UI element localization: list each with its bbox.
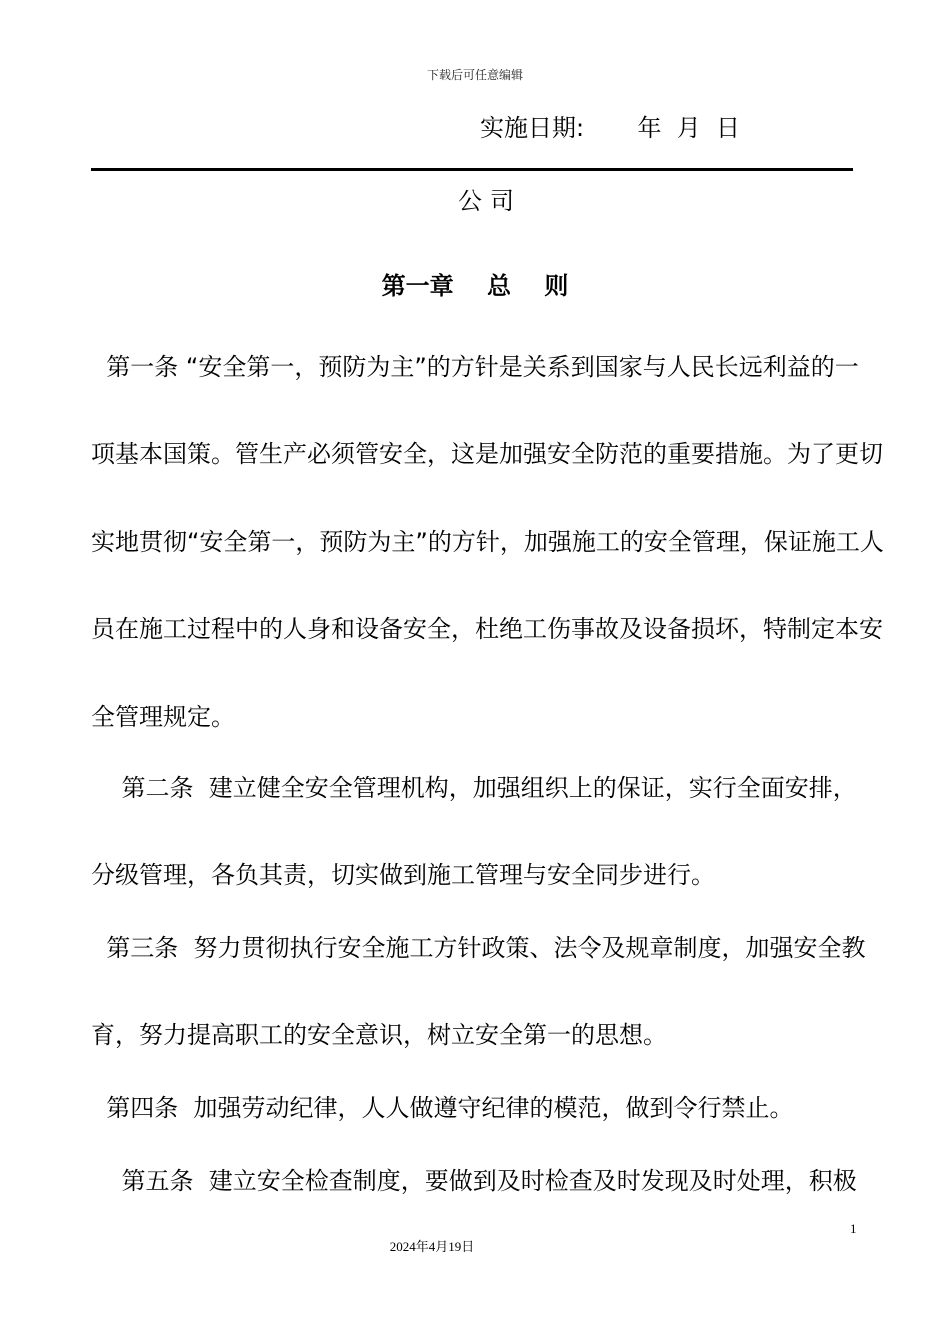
body-line: 全管理规定。: [91, 703, 235, 731]
header-rule: [91, 168, 853, 171]
body-line: 第二条 建立健全安全管理机构，加强组织上的保证，实行全面安排，: [91, 774, 857, 802]
body-line: 分级管理，各负其责，切实做到施工管理与安全同步进行。: [91, 861, 715, 889]
body-line: 第一条 “安全第一，预防为主”的方针是关系到国家与人民长远利益的一: [91, 353, 859, 381]
company-name: 公司: [458, 187, 522, 215]
footer-date: 2024年4月19日: [389, 1239, 475, 1254]
body-line: 第四条 加强劳动纪律，人人做遵守纪律的模范，做到令行禁止。: [91, 1094, 794, 1122]
header-note: 下载后可任意编辑: [426, 68, 523, 82]
chapter-title: 第一章 总 则: [381, 272, 569, 300]
implementation-date: 实施日期: 年 月 日: [480, 114, 741, 142]
body-line: 实地贯彻“安全第一，预防为主”的方针，加强施工的安全管理，保证施工人: [91, 528, 884, 556]
body-line: 项基本国策。管生产必须管安全，这是加强安全防范的重要措施。为了更切: [91, 440, 883, 468]
body-line: 员在施工过程中的人身和设备安全，杜绝工伤事故及设备损坏，特制定本安: [91, 615, 883, 643]
body-line: 第三条 努力贯彻执行安全施工方针政策、法令及规章制度，加强安全教: [91, 934, 866, 962]
body-line: 第五条 建立安全检查制度，要做到及时检查及时发现及时处理，积极: [91, 1167, 857, 1195]
page-number: 1: [850, 1221, 857, 1236]
body-line: 育，努力提高职工的安全意识，树立安全第一的思想。: [91, 1021, 667, 1049]
